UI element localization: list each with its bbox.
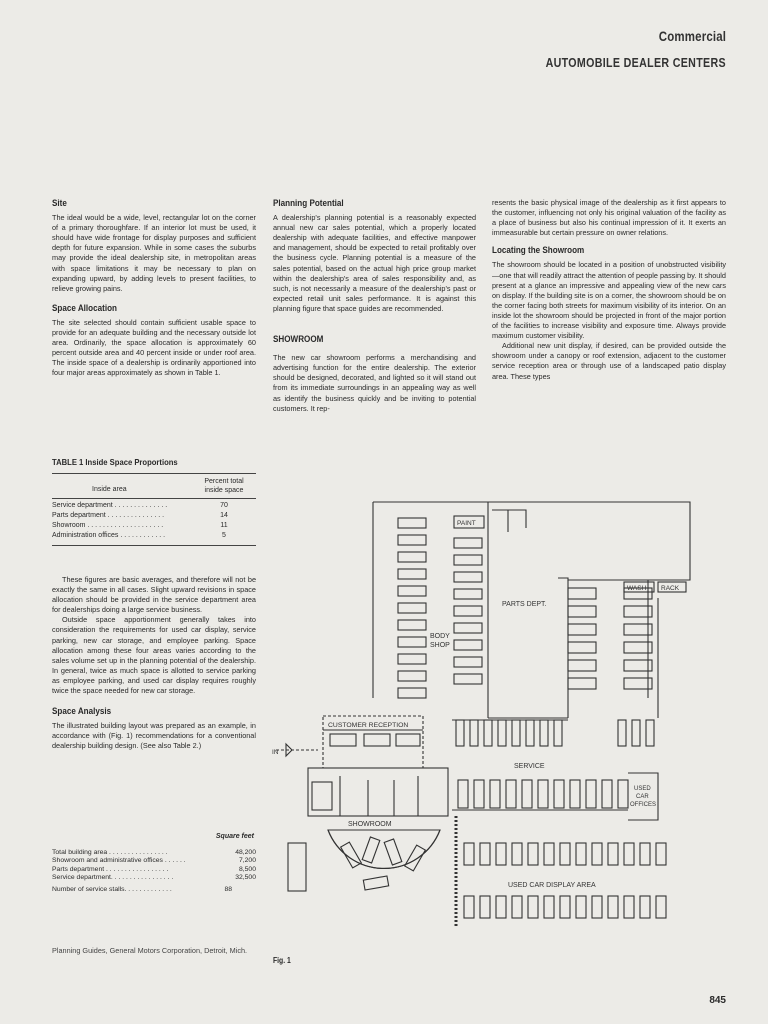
- after-table-paragraph-2: Outside space apportionment generally takes into consideration the requirements for used car display, service parking, new car storage, and employee parking. Space allocation among these four areas varies according to the sales volume set up in the planning potential of the dealership. In general, twice as much space is allotted to service parking as employee parking, and used car display requires roughly twice the space needed for new car storage.: [52, 615, 256, 696]
- table-row: Service department . . . . . . . . . . . . . . 70: [52, 502, 228, 509]
- showroom-heading: SHOWROOM: [273, 334, 324, 345]
- table-row: Showroom . . . . . . . . . . . . . . . . . . . . 11: [52, 522, 228, 529]
- plan-label-wash: WASH: [627, 585, 647, 592]
- plan-label-customer-reception: CUSTOMER RECEPTION: [328, 722, 409, 729]
- parts-area-stalls: [568, 588, 652, 689]
- after-table-paragraph-1: These figures are basic averages, and therefore will not be exactly the same in all cases. Slight upward revisions in space allocation should be provided in the service department area for dealerships doing a large service business.: [52, 575, 256, 615]
- table-1-grid: [52, 474, 256, 541]
- table-1-col-percent: Percent total inside space: [204, 478, 244, 494]
- table-2-unit: Square feet: [215, 833, 254, 840]
- space-allocation-heading: Space Allocation: [52, 302, 117, 313]
- table-1-title: TABLE 1 Inside Space Proportions: [52, 457, 178, 467]
- plan-label-rack: RACK: [661, 585, 680, 592]
- showroom-text: The new car showroom performs a merchandising and advertising function for the entire dealership. The exterior should be designed, decorated, and lighted so it will stand out from its immediate surroundings in an appealing way as well as identify the business quickly and be inviting to potential customers. It rep-: [273, 353, 476, 413]
- site-heading: Site: [52, 198, 67, 208]
- floor-plan-figure: [268, 498, 728, 928]
- plan-label-body-shop-2: SHOP: [430, 642, 450, 649]
- planning-potential-text: A dealership's planning potential is a reasonably expected annual new car sales potential, which a properly located dealership with adequate facilities, and effective manpower and management, should be expected to retail profitably over the business cycle. Planning potential is a measure of the sales potential, based on the actual high price group market within the dealership's area of sales responsibility and, as such, is not necessarily a measure of the dealership's past or expected retail unit sales performance. It is against this planning figure that space guides are recommended.: [273, 213, 476, 313]
- plan-label-showroom: SHOWROOM: [348, 821, 392, 828]
- column-3: [492, 198, 726, 382]
- table-2: [52, 833, 256, 894]
- column-1: [52, 198, 256, 379]
- space-analysis-heading: Space Analysis: [52, 706, 112, 717]
- table-1: [52, 457, 256, 546]
- table-2-grid: [52, 849, 256, 894]
- header-title: AUTOMOBILE DEALER CENTERS: [545, 55, 726, 70]
- table-row: Parts department . . . . . . . . . . . . . . . 14: [52, 512, 228, 519]
- plan-label-used-car-display: USED CAR DISPLAY AREA: [508, 882, 596, 889]
- plan-label-in: IN: [272, 749, 279, 756]
- source-note: Planning Guides, General Motors Corporation, Detroit, Mich.: [52, 946, 248, 955]
- service-stalls: [456, 720, 657, 808]
- space-analysis-text: The illustrated building layout was prepared as an example, in accordance with (Fig. 1) recommendations for a conventional dealership building design. (See also Table 2.): [52, 721, 256, 751]
- figure-caption: Fig. 1: [273, 956, 291, 965]
- body-shop-stalls: [398, 518, 482, 698]
- plan-label-used-2: CAR: [636, 794, 649, 800]
- plan-label-used-3: OFFICES: [630, 802, 657, 808]
- plan-label-service: SERVICE: [514, 763, 545, 770]
- plan-label-paint: PAINT: [457, 520, 476, 527]
- column-1-lower: [52, 575, 256, 752]
- col3-paragraph-2: The showroom should be located in a position of unobstructed visibility—one that will readily attract the attention of people passing by. It should present at a glance an impressive and appealing view of the new cars on display. If the building site is on a corner, the showroom should be on the corner facing both streets for maximum visibility of its interior. On an inside lot the showroom should be projected in front of the major portion of the facilities to increase visibility and exposure time. Always provide maximum customer visibility.: [492, 260, 726, 341]
- table-row: Total building area . . . . . . . . . . . . . . . . 48,200: [52, 849, 256, 856]
- table-row: Administration offices . . . . . . . . . . . . 5: [52, 532, 226, 539]
- plan-label-used-1: USED: [634, 786, 651, 792]
- space-allocation-text: The site selected should contain sufficient usable space to provide for an adequate building and the necessary outside lot area. Ordinarily, the space allocation is approximately 60 percent outside area and 40 percent inside or under roof area. The inside space of a dealership is ordinarily apportioned into four major areas approximately as shown in Table 1.: [52, 317, 256, 378]
- locating-showroom-heading: Locating the Showroom: [492, 245, 585, 256]
- table-1-col-inside-area: Inside area: [92, 486, 127, 493]
- showroom-cars: [341, 837, 426, 890]
- page-number: 845: [709, 995, 726, 1006]
- column-2: [273, 198, 476, 414]
- planning-potential-heading: Planning Potential: [273, 198, 344, 208]
- col3-paragraph-1: resents the basic physical image of the dealership as it first appears to the customer, influencing not only his original valuation of the facility as a place of business but also his continual impression of it. It exerts an immeasurable but certain pressure on owner relations.: [492, 198, 726, 238]
- site-text: The ideal would be a wide, level, rectangular lot on the corner of a primary thoroughfare. If an interior lot must be used, it should have wide frontage for display purposes and sufficient depth for future expansion. While in some cases the suburbs may provide the ideal dealership site, in metropolitan areas with space limitations it may be necessary to plan on expanding upward, by adding levels to present facilities, to relieve growing pains.: [52, 213, 256, 293]
- header-commercial: Commercial: [658, 28, 726, 44]
- table-row: Number of service stalls. . . . . . . . . . . . . 88: [52, 886, 232, 894]
- used-car-display-stalls: [464, 843, 666, 918]
- col3-paragraph-3: Additional new unit display, if desired, can be provided outside the showroom under a canopy or roof extension, adjacent to the customer service reception area or through use of a landscaped patio display area. These types: [492, 341, 726, 381]
- table-row: Parts department . . . . . . . . . . . . . . . . . 8,500: [52, 865, 256, 873]
- plan-label-body-shop-1: BODY: [430, 633, 450, 640]
- plan-label-parts-dept: PARTS DEPT.: [502, 601, 547, 608]
- table-row: Showroom and administrative offices . . . . . . 7,200: [52, 857, 256, 865]
- table-row: Service department. . . . . . . . . . . . . . . . . 32,500: [52, 873, 256, 881]
